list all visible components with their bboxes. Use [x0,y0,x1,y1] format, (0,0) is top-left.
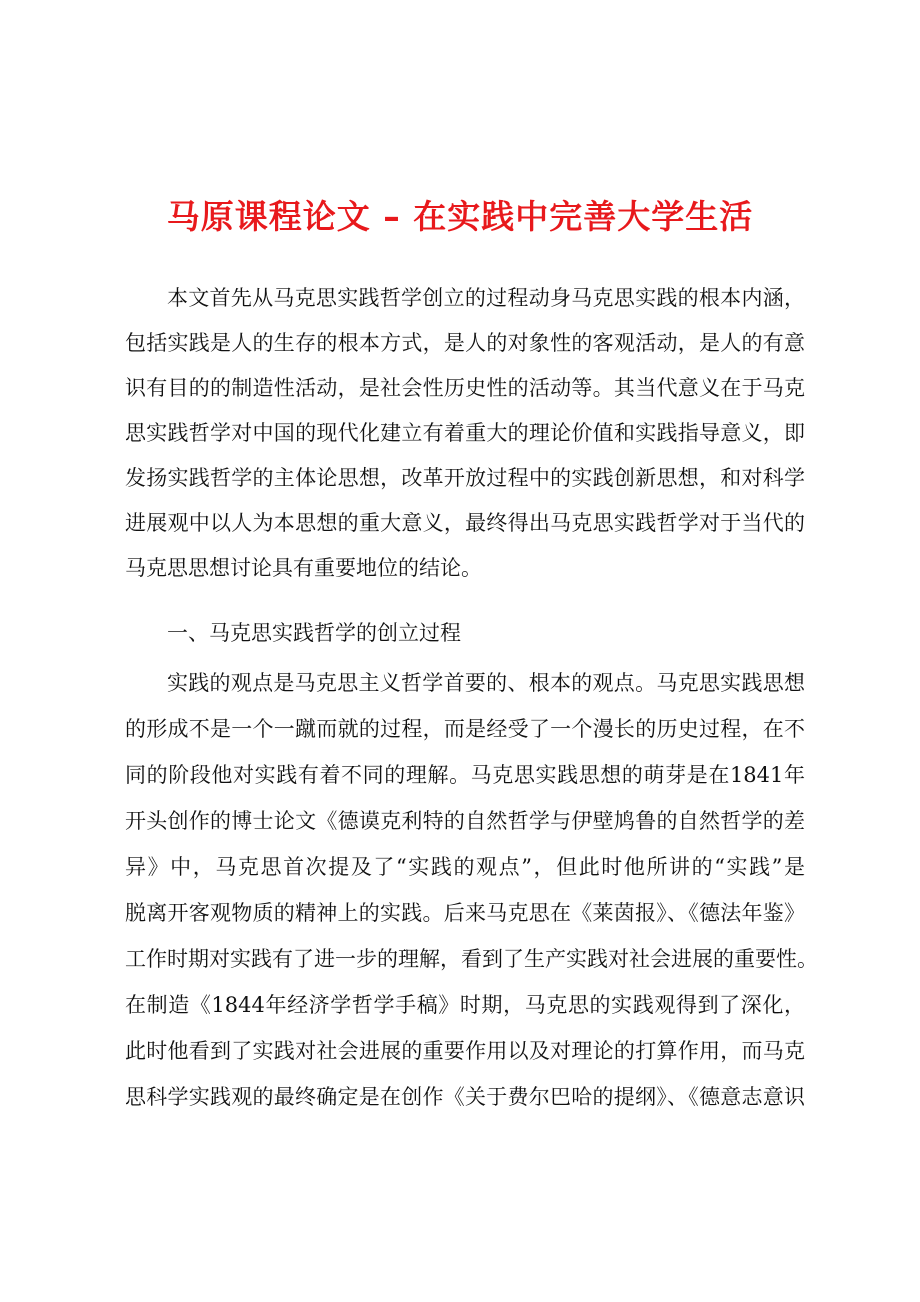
body-line-5: 异》中，马克思首次提及了“实践的观点”，但此时他所讲的“实践”是 [125,855,805,879]
abstract-line-3: 识有目的的制造性活动，是社会性历史性的活动等。其当代意义在于马克 [125,376,805,400]
body-line-3: 同的阶段他对实践有着不同的理解。马克思实践思想的萌芽是在1841年 [125,763,805,787]
document-title: 马原课程论文 – 在实践中完善大学生活 [166,197,754,236]
body-line-7: 工作时期对实践有了进一步的理解，看到了生产实践对社会进展的重要性。 [125,947,818,971]
body-line-2: 的形成不是一个一蹴而就的过程，而是经受了一个漫长的历史过程，在不 [125,717,805,741]
abstract-line-5: 发扬实践哲学的主体论思想，改革开放过程中的实践创新思想，和对科学 [125,466,805,490]
body-line-6: 脱离开客观物质的精神上的实践。后来马克思在《莱茵报》、《德法年鉴》 [125,901,805,925]
abstract-line-6: 进展观中以人为本思想的重大意义，最终得出马克思实践哲学对于当代的 [125,511,805,535]
body-line-9: 此时他看到了实践对社会进展的重要作用以及对理论的打算作用，而马克 [125,1039,805,1063]
abstract-line-1: 本文首先从马克思实践哲学创立的过程动身马克思实践的根本内涵， [167,286,805,310]
body-line-4: 开头创作的博士论文《德谟克利特的自然哲学与伊壁鸠鲁的自然哲学的差 [125,809,805,833]
abstract-line-4: 思实践哲学对中国的现代化建立有着重大的理论价值和实践指导意义，即 [125,421,805,445]
abstract-line-7: 马克思思想讨论具有重要地位的结论。 [125,556,482,580]
abstract-line-2: 包括实践是人的生存的根本方式，是人的对象性的客观活动，是人的有意 [125,331,805,355]
body-line-1: 实践的观点是马克思主义哲学首要的、根本的观点。马克思实践思想 [167,671,805,695]
section-heading: 一、马克思实践哲学的创立过程 [167,621,461,645]
body-line-8: 在制造《1844年经济学哲学手稿》时期，马克思的实践观得到了深化， [125,993,805,1017]
body-line-10: 思科学实践观的最终确定是在创作《关于费尔巴哈的提纲》、《德意志意识 [125,1085,805,1109]
